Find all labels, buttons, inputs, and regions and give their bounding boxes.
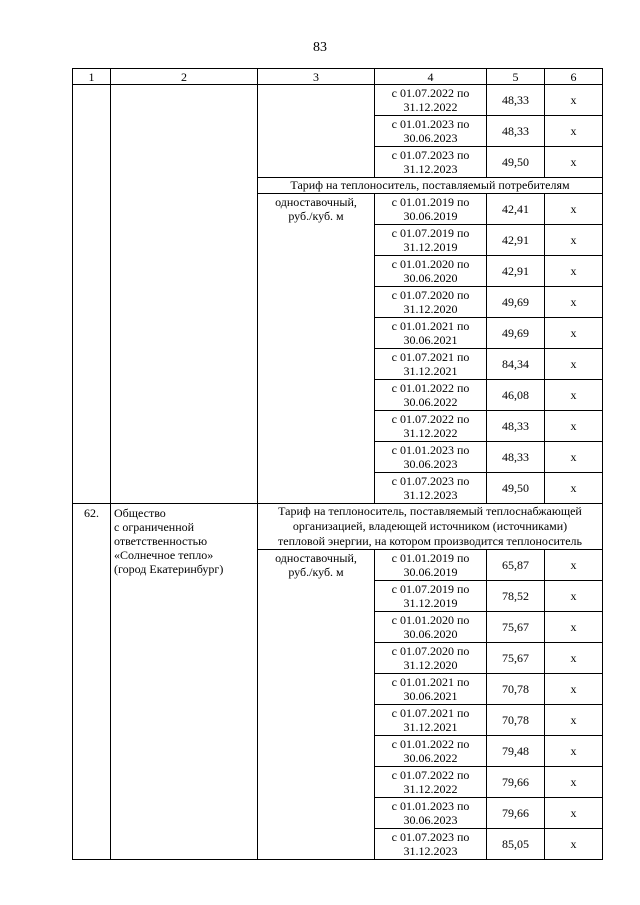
text-line: с 01.01.2023 по [391,443,470,457]
price-cell: 48,33 [487,116,545,147]
text-line: 31.12.2021 [403,720,458,734]
column-header: 6 [545,69,603,85]
price-cell: 78,52 [487,581,545,612]
mark-cell: х [545,767,603,798]
text-line: одноставочный, [275,551,357,565]
text-line: с 01.07.2020 по [391,288,470,302]
price-cell: 42,91 [487,256,545,287]
text-line: ответственностью [114,534,208,548]
text-line: 31.12.2019 [403,596,458,610]
period-cell [375,349,487,380]
period-cell [375,643,487,674]
page-number: 83 [313,40,327,55]
unit-cell [258,550,375,860]
text-line: с 01.07.2023 по [391,148,470,162]
price-cell: 48,33 [487,411,545,442]
mark-cell: х [545,147,603,178]
text-line: 30.06.2021 [403,689,458,703]
text-line: с 01.01.2022 по [391,381,470,395]
text-line: 31.12.2023 [403,162,458,176]
text-line: Тариф на теплоноситель, поставляемый теплоснабжающей [278,504,582,518]
text-line: с 01.01.2021 по [391,319,470,333]
text-line: руб./куб. м [288,565,344,579]
text-line: с 01.01.2023 по [391,117,470,131]
period-cell [375,256,487,287]
organization-cell [111,504,258,860]
period-cell [375,116,487,147]
price-cell: 85,05 [487,829,545,860]
period-cell [375,194,487,225]
section-title-row [73,504,603,550]
text-line: 31.12.2023 [403,488,458,502]
mark-cell: х [545,349,603,380]
unit-cell [258,194,375,504]
period-cell [375,318,487,349]
price-cell: 48,33 [487,442,545,473]
text-line: с 01.07.2022 по [391,86,470,100]
price-cell: 75,67 [487,643,545,674]
text-line: 30.06.2022 [403,751,458,765]
price-cell: 49,50 [487,147,545,178]
mark-cell: х [545,318,603,349]
period-cell [375,550,487,581]
price-cell: 79,66 [487,798,545,829]
price-cell: 42,91 [487,225,545,256]
text-line: с ограниченной [114,520,195,534]
text-line: с 01.07.2020 по [391,644,470,658]
text-line: с 01.01.2022 по [391,737,470,751]
text-line: с 01.01.2020 по [391,613,470,627]
mark-cell: х [545,116,603,147]
text-line: с 01.07.2019 по [391,226,470,240]
price-cell: 65,87 [487,550,545,581]
price-cell: 42,41 [487,194,545,225]
text-line: с 01.07.2022 по [391,768,470,782]
column-number-header-row [73,69,603,85]
text-line: 31.12.2021 [403,364,458,378]
period-cell [375,736,487,767]
text-line: с 01.07.2021 по [391,706,470,720]
text-line: тепловой энергии, на котором производится теплоноситель [278,534,582,548]
mark-cell: х [545,643,603,674]
mark-cell: х [545,442,603,473]
text-line: 30.06.2019 [403,209,458,223]
text-line: одноставочный, [275,195,357,209]
price-cell: 48,33 [487,85,545,116]
mark-cell: х [545,85,603,116]
mark-cell: х [545,736,603,767]
mark-cell: х [545,612,603,643]
mark-cell: х [545,550,603,581]
text-line: 30.06.2023 [403,813,458,827]
text-line: 31.12.2023 [403,844,458,858]
column-header: 2 [111,69,258,85]
number-cell: 62. [73,504,111,860]
text-line: с 01.07.2019 по [391,582,470,596]
price-cell: 70,78 [487,674,545,705]
price-cell: 84,34 [487,349,545,380]
text-line: 31.12.2019 [403,240,458,254]
column-header: 4 [375,69,487,85]
price-cell: 79,66 [487,767,545,798]
period-cell [375,581,487,612]
text-line: руб./куб. м [288,209,344,223]
price-cell: 79,48 [487,736,545,767]
period-cell [375,798,487,829]
text-line: 30.06.2021 [403,333,458,347]
price-cell: 75,67 [487,612,545,643]
number-cell [73,85,111,504]
mark-cell: х [545,225,603,256]
column-header: 1 [73,69,111,85]
tariff-table [72,68,603,860]
text-line: с 01.01.2019 по [391,195,470,209]
text-line: с 01.01.2021 по [391,675,470,689]
column-header: 3 [258,69,375,85]
mark-cell: х [545,829,603,860]
mark-cell: х [545,705,603,736]
text-line: с 01.07.2023 по [391,474,470,488]
text-line: организацией, владеющей источником (источниками) [292,519,568,533]
text-line: 31.12.2022 [403,426,458,440]
period-cell [375,225,487,256]
period-cell [375,287,487,318]
period-cell [375,473,487,504]
price-cell: 49,69 [487,287,545,318]
period-cell [375,442,487,473]
period-cell [375,85,487,116]
price-cell: 49,69 [487,318,545,349]
text-line: (город Екатеринбург) [114,562,224,576]
price-cell: 70,78 [487,705,545,736]
text-line: с 01.07.2022 по [391,412,470,426]
period-cell [375,380,487,411]
mark-cell: х [545,581,603,612]
text-line: 30.06.2019 [403,565,458,579]
text-line: с 01.01.2020 по [391,257,470,271]
price-cell: 49,50 [487,473,545,504]
mark-cell: х [545,674,603,705]
period-cell [375,612,487,643]
price-cell: 46,08 [487,380,545,411]
mark-cell: х [545,380,603,411]
unit-cell [258,85,375,178]
text-line: 30.06.2022 [403,395,458,409]
text-line: 31.12.2022 [403,782,458,796]
period-cell [375,829,487,860]
period-cell [375,705,487,736]
text-line: с 01.07.2021 по [391,350,470,364]
tariff-row [73,85,603,116]
text-line: с 01.07.2023 по [391,830,470,844]
mark-cell: х [545,287,603,318]
text-line: 31.12.2022 [403,100,458,114]
text-line: 31.12.2020 [403,658,458,672]
text-line: Общество [114,506,166,520]
text-line: 30.06.2020 [403,271,458,285]
period-cell [375,767,487,798]
mark-cell: х [545,256,603,287]
period-cell [375,411,487,442]
text-line: с 01.01.2023 по [391,799,470,813]
period-cell [375,147,487,178]
text-line: 31.12.2020 [403,302,458,316]
section-title [258,504,603,550]
mark-cell: х [545,798,603,829]
mark-cell: х [545,473,603,504]
text-line: 30.06.2023 [403,457,458,471]
column-header: 5 [487,69,545,85]
text-line: 30.06.2020 [403,627,458,641]
text-line: «Солнечное тепло» [114,548,214,562]
section-title: Тариф на теплоноситель, поставляемый потребителям [258,178,603,194]
text-line: с 01.01.2019 по [391,551,470,565]
period-cell [375,674,487,705]
organization-cell [111,85,258,504]
mark-cell: х [545,411,603,442]
mark-cell: х [545,194,603,225]
text-line: 30.06.2023 [403,131,458,145]
